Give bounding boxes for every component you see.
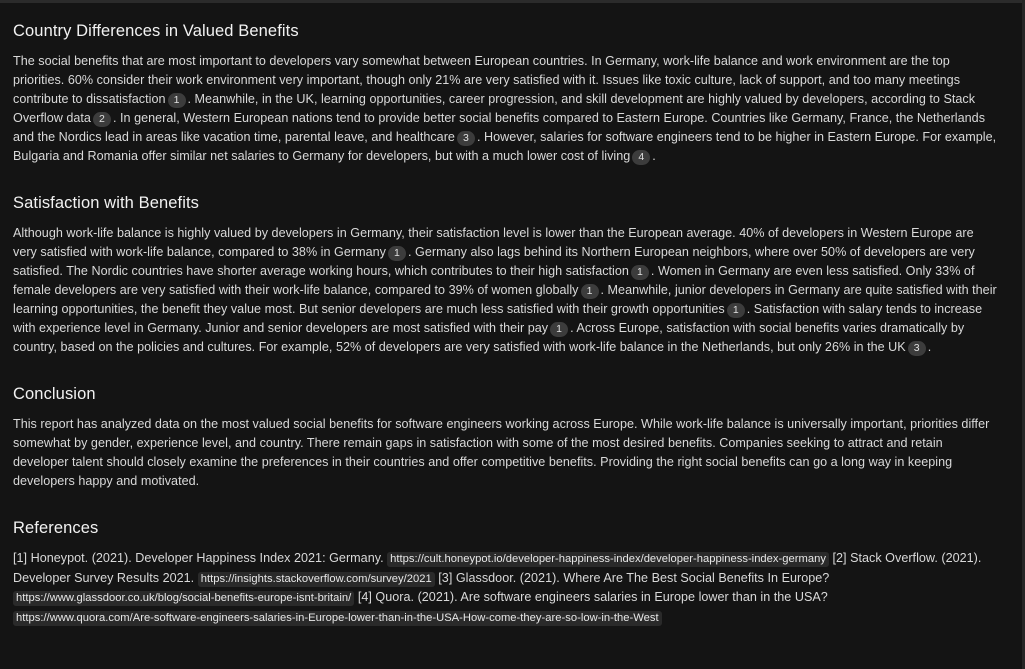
paragraph-text: . Meanwhile, junior developers in Germany are quite satisfied with their learning opportunities, the benefit they value most. But senior developers are much less satisfied with their growth opportunities: [13, 283, 997, 316]
reference-text: [2] Stack Overflow. (2021). Developer Survey Results 2021.: [13, 551, 982, 585]
top-divider: [0, 0, 1025, 3]
reference-text: [1] Honeypot. (2021). Developer Happiness Index 2021: Germany.: [13, 551, 384, 565]
citation-badge[interactable]: 2: [93, 112, 111, 127]
reference-link[interactable]: https://www.quora.com/Are-software-engineers-salaries-in-Europe-lower-than-in-the-USA-How-come-they-are-so-low-in-the-West: [13, 611, 662, 626]
paragraph-text: .: [927, 340, 932, 354]
citation-badge[interactable]: 1: [631, 265, 649, 280]
citation-badge[interactable]: 1: [388, 246, 406, 261]
reference-link[interactable]: https://www.glassdoor.co.uk/blog/social-benefits-europe-isnt-britain/: [13, 591, 354, 606]
reference-link[interactable]: https://insights.stackoverflow.com/survey/2021: [198, 572, 435, 587]
section-country-differences: [13, 20, 998, 166]
citation-badge[interactable]: 1: [727, 303, 745, 318]
references-list: [13, 549, 998, 627]
section-paragraph: [13, 52, 998, 166]
section-paragraph: This report has analyzed data on the most valued social benefits for software engineers working across Europe. While work-life balance is universally important, priorities differ somewhat by gender, experience level, and country. There remain gaps in satisfaction with some of the most desired benefits. Companies seeking to attract and retain developer talent should closely examine the preferences in their countries and offer competitive benefits. Providing the right social benefits can go a long way in keeping developers happy and motivated.: [13, 417, 990, 488]
citation-badge[interactable]: 3: [908, 341, 926, 356]
section-heading: Satisfaction with Benefits: [13, 194, 200, 212]
report-content: [13, 10, 998, 653]
section-conclusion: [13, 383, 998, 491]
reference-text: [4] Quora. (2021). Are software engineers salaries in Europe lower than in the USA?: [357, 590, 828, 604]
section-heading: Country Differences in Valued Benefits: [13, 22, 299, 40]
citation-badge[interactable]: 1: [581, 284, 599, 299]
paragraph-text: . Satisfaction with salary tends to increase with experience level in Germany. Junior and senior developers are most satisfied with their pay: [13, 302, 983, 335]
paragraph-text: . In general, Western European nations tend to provide better social benefits compared to Eastern Europe. Countries like Germany, France, the Netherlands and the Nordics lead in areas like vacation time, parental leave, and healthcare: [13, 111, 986, 144]
paragraph-text: The social benefits that are most important to developers vary somewhat between European countries. In Germany, work-life balance and work environment are the top priorities. 60% consider their work environment very important, though only 21% are very satisfied with it. Issues like toxic culture, lack of support, and too many meetings contribute to dissatisfaction: [13, 54, 961, 106]
paragraph-text: . Meanwhile, in the UK, learning opportunities, career progression, and skill development are highly valued by developers, according to Stack Overflow data: [13, 92, 976, 125]
section-heading: Conclusion: [13, 385, 96, 403]
paragraph-text: . Women in Germany are even less satisfied. Only 33% of female developers are very satisfied with their work-life balance, compared to 39% of women globally: [13, 264, 975, 297]
reference-text: [3] Glassdoor. (2021). Where Are The Best Social Benefits In Europe?: [438, 570, 830, 585]
section-satisfaction: [13, 192, 998, 357]
citation-badge[interactable]: 1: [168, 93, 186, 108]
citation-badge[interactable]: 4: [632, 150, 650, 165]
section-paragraph: [13, 224, 998, 357]
paragraph-text: . However, salaries for software engineers tend to be higher in Eastern Europe. For example, Bulgaria and Romania offer similar net salaries to Germany for developers, but with a much lower cost of living: [13, 130, 997, 163]
reference-link[interactable]: https://cult.honeypot.io/developer-happiness-index/developer-happiness-index-germany: [387, 552, 829, 567]
paragraph-text: .: [652, 149, 656, 163]
section-references: [13, 517, 998, 627]
paragraph-text: . Germany also lags behind its Northern European neighbors, where over 50% of developers are very satisfied. The Nordic countries have shorter average working hours, which contributes to their high satisfaction: [13, 245, 975, 278]
citation-badge[interactable]: 3: [457, 131, 475, 146]
section-heading: References: [13, 519, 99, 537]
citation-badge[interactable]: 1: [550, 322, 568, 337]
paragraph-text: . Across Europe, satisfaction with social benefits varies dramatically by country, based on the policies and cultures. For example, 52% of developers are very satisfied with work-life balance in the Netherlands, but only 26% in the UK: [13, 321, 965, 354]
paragraph-text: Although work-life balance is highly valued by developers in Germany, their satisfaction level is lower than the European average. 40% of developers in Western Europe are very satisfied with work-life balance, compared to 38% in Germany: [13, 226, 974, 259]
